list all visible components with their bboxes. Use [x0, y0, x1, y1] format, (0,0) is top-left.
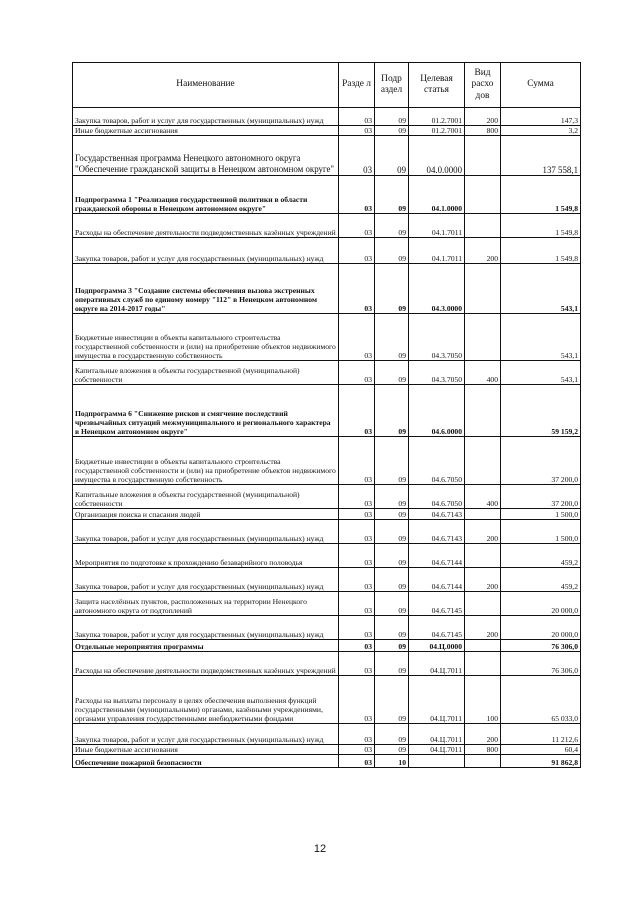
- cell-statya: 04.3.7050: [409, 361, 465, 385]
- cell-name: Бюджетные инвестиции в объекты капитального строительства государственной собственности и (или) на приобретение объектов недвижимого имущества в государственную собственность: [73, 437, 339, 485]
- cell-razdel: 03: [339, 136, 375, 176]
- cell-vid: 100: [465, 676, 501, 724]
- page-number: 12: [313, 843, 327, 855]
- cell-vid: [465, 592, 501, 616]
- cell-razdel: 03: [339, 592, 375, 616]
- cell-summa: 137 558,1: [501, 136, 581, 176]
- cell-vid: 200: [465, 238, 501, 264]
- cell-podrazdel: 09: [375, 238, 409, 264]
- table-row: [73, 544, 581, 568]
- cell-razdel: 03: [339, 616, 375, 640]
- table-row: [73, 652, 581, 676]
- cell-name: Иные бюджетные ассигнования: [73, 126, 339, 136]
- cell-summa: 543,1: [501, 314, 581, 361]
- cell-statya: 04.1.7011: [409, 238, 465, 264]
- cell-summa: 91 862,8: [501, 755, 581, 768]
- cell-podrazdel: 09: [375, 385, 409, 437]
- cell-name: Обеспечение пожарной безопасности: [73, 755, 339, 768]
- cell-summa: 1 500,0: [501, 509, 581, 520]
- cell-podrazdel: 09: [375, 652, 409, 676]
- cell-vid: 200: [465, 520, 501, 544]
- table-row: [73, 520, 581, 544]
- cell-razdel: 03: [339, 108, 375, 126]
- header-vid: Вид расхо дов: [465, 63, 501, 108]
- cell-name: Капитальные вложения в объекты государственной (муниципальной) собственности: [73, 485, 339, 509]
- cell-podrazdel: 09: [375, 520, 409, 544]
- cell-podrazdel: 09: [375, 485, 409, 509]
- cell-podrazdel: 09: [375, 640, 409, 652]
- cell-podrazdel: 09: [375, 437, 409, 485]
- cell-statya: 04.6.7143: [409, 509, 465, 520]
- cell-summa: 1 549,8: [501, 176, 581, 214]
- cell-name: Закупка товаров, работ и услуг для государственных (муниципальных) нужд: [73, 568, 339, 592]
- cell-vid: [465, 264, 501, 314]
- cell-summa: 37 200,0: [501, 437, 581, 485]
- cell-razdel: 03: [339, 544, 375, 568]
- cell-summa: 1 500,0: [501, 520, 581, 544]
- cell-summa: 59 159,2: [501, 385, 581, 437]
- cell-summa: 20 000,0: [501, 616, 581, 640]
- cell-summa: 3,2: [501, 126, 581, 136]
- cell-vid: 200: [465, 568, 501, 592]
- table-row: [73, 136, 581, 176]
- cell-vid: [465, 214, 501, 238]
- cell-razdel: 03: [339, 745, 375, 755]
- cell-summa: 20 000,0: [501, 592, 581, 616]
- cell-razdel: 03: [339, 509, 375, 520]
- cell-podrazdel: 09: [375, 176, 409, 214]
- table-row: [73, 592, 581, 616]
- cell-vid: 800: [465, 126, 501, 136]
- cell-statya: 04.Ц.7011: [409, 724, 465, 745]
- cell-name: Расходы на обеспечение деятельности подведомственных казённых учреждений: [73, 214, 339, 238]
- cell-name: Расходы на выплаты персоналу в целях обеспечения выполнения функций государственными (муниципальными) органами, казёнными учреждениями, органами управления государственными внебюджетными фондами: [73, 676, 339, 724]
- table-row: [73, 126, 581, 136]
- cell-statya: 04.6.7143: [409, 520, 465, 544]
- table-body: [73, 108, 581, 768]
- table-row: [73, 755, 581, 768]
- cell-razdel: 03: [339, 676, 375, 724]
- cell-summa: 37 200,0: [501, 485, 581, 509]
- cell-statya: 04.6.7145: [409, 592, 465, 616]
- cell-name: Подпрограмма 1 "Реализация государственной политики в области гражданской обороны в Ненецком автономном округе": [73, 176, 339, 214]
- header-razdel: Разде л: [339, 63, 375, 108]
- cell-podrazdel: 09: [375, 592, 409, 616]
- budget-table: [72, 62, 581, 768]
- cell-vid: 800: [465, 745, 501, 755]
- cell-vid: 200: [465, 724, 501, 745]
- cell-name: Закупка товаров, работ и услуг для государственных (муниципальных) нужд: [73, 616, 339, 640]
- cell-podrazdel: 09: [375, 544, 409, 568]
- cell-statya: 04.1.0000: [409, 176, 465, 214]
- cell-summa: 459,2: [501, 544, 581, 568]
- cell-vid: [465, 437, 501, 485]
- cell-podrazdel: 09: [375, 264, 409, 314]
- table-row: [73, 314, 581, 361]
- cell-razdel: 03: [339, 520, 375, 544]
- cell-summa: 147,3: [501, 108, 581, 126]
- cell-name: Расходы на обеспечение деятельности подведомственных казённых учреждений: [73, 652, 339, 676]
- cell-razdel: 03: [339, 485, 375, 509]
- cell-name: Закупка товаров, работ и услуг для государственных (муниципальных) нужд: [73, 108, 339, 126]
- cell-statya: 01.2.7001: [409, 126, 465, 136]
- cell-statya: 04.3.0000: [409, 264, 465, 314]
- cell-statya: 04.1.7011: [409, 214, 465, 238]
- cell-summa: 543,1: [501, 361, 581, 385]
- cell-statya: 04.6.7144: [409, 568, 465, 592]
- cell-name: Защита населённых пунктов, расположенных на территории Ненецкого автономного округа от подтоплений: [73, 592, 339, 616]
- cell-podrazdel: 09: [375, 616, 409, 640]
- cell-summa: 11 212,6: [501, 724, 581, 745]
- header-podrazdel: Подр аздел: [375, 63, 409, 108]
- cell-razdel: 03: [339, 724, 375, 745]
- cell-vid: [465, 385, 501, 437]
- cell-podrazdel: 09: [375, 724, 409, 745]
- cell-razdel: 03: [339, 640, 375, 652]
- cell-podrazdel: 09: [375, 136, 409, 176]
- table-row: [73, 176, 581, 214]
- cell-statya: 01.2.7001: [409, 108, 465, 126]
- table-row: [73, 361, 581, 385]
- table-row: [73, 485, 581, 509]
- header-name: Наименование: [73, 63, 339, 108]
- cell-vid: 400: [465, 361, 501, 385]
- header-statya: Целевая статья: [409, 63, 465, 108]
- cell-razdel: 03: [339, 238, 375, 264]
- table-row: [73, 745, 581, 755]
- cell-vid: [465, 136, 501, 176]
- cell-name: Государственная программа Ненецкого автономного округа "Обеспечение гражданской защиты в Ненецком автономном округе": [73, 136, 339, 176]
- cell-podrazdel: 10: [375, 755, 409, 768]
- cell-name: Организация поиска и спасания людей: [73, 509, 339, 520]
- cell-summa: 65 033,0: [501, 676, 581, 724]
- table-row: [73, 214, 581, 238]
- cell-podrazdel: 09: [375, 108, 409, 126]
- cell-summa: 459,2: [501, 568, 581, 592]
- cell-statya: 04.Ц.7011: [409, 745, 465, 755]
- cell-summa: 543,1: [501, 264, 581, 314]
- cell-name: Иные бюджетные ассигнования: [73, 745, 339, 755]
- cell-razdel: 03: [339, 314, 375, 361]
- table-row: [73, 724, 581, 745]
- cell-name: Бюджетные инвестиции в объекты капитального строительства государственной собственности и (или) на приобретение объектов недвижимого имущества в государственную собственность: [73, 314, 339, 361]
- table-row: [73, 676, 581, 724]
- table-row: [73, 385, 581, 437]
- cell-podrazdel: 09: [375, 745, 409, 755]
- cell-vid: 400: [465, 485, 501, 509]
- table-row: [73, 108, 581, 126]
- cell-statya: 04.6.7050: [409, 437, 465, 485]
- cell-name: Мероприятия по подготовке к прохождению безаварийного половодья: [73, 544, 339, 568]
- cell-statya: 04.3.7050: [409, 314, 465, 361]
- cell-statya: 04.Ц.7011: [409, 652, 465, 676]
- table-row: [73, 509, 581, 520]
- cell-statya: 04.6.0000: [409, 385, 465, 437]
- cell-summa: 1 549,8: [501, 238, 581, 264]
- cell-statya: 04.Ц.7011: [409, 676, 465, 724]
- cell-summa: 76 306,0: [501, 652, 581, 676]
- table-header: [73, 63, 581, 108]
- table-row: [73, 238, 581, 264]
- cell-statya: 04.0.0000: [409, 136, 465, 176]
- cell-name: Закупка товаров, работ и услуг для государственных (муниципальных) нужд: [73, 238, 339, 264]
- cell-vid: [465, 176, 501, 214]
- cell-summa: 1 549,8: [501, 214, 581, 238]
- cell-statya: 04.Ц.0000: [409, 640, 465, 652]
- cell-summa: 60,4: [501, 745, 581, 755]
- cell-vid: [465, 652, 501, 676]
- table-row: [73, 640, 581, 652]
- cell-razdel: 03: [339, 214, 375, 238]
- cell-podrazdel: 09: [375, 361, 409, 385]
- cell-vid: 200: [465, 616, 501, 640]
- cell-name: Капитальные вложения в объекты государственной (муниципальной) собственности: [73, 361, 339, 385]
- cell-razdel: 03: [339, 385, 375, 437]
- cell-podrazdel: 09: [375, 126, 409, 136]
- cell-statya: [409, 755, 465, 768]
- cell-statya: 04.6.7144: [409, 544, 465, 568]
- cell-razdel: 03: [339, 126, 375, 136]
- cell-podrazdel: 09: [375, 676, 409, 724]
- cell-vid: [465, 509, 501, 520]
- cell-vid: [465, 314, 501, 361]
- table-row: [73, 437, 581, 485]
- cell-summa: 76 306,0: [501, 640, 581, 652]
- cell-name: Закупка товаров, работ и услуг для государственных (муниципальных) нужд: [73, 520, 339, 544]
- cell-name: Отдельные мероприятия программы: [73, 640, 339, 652]
- table-row: [73, 568, 581, 592]
- table-row: [73, 616, 581, 640]
- cell-podrazdel: 09: [375, 509, 409, 520]
- cell-name: Подпрограмма 3 "Создание системы обеспечения вызова экстренных оперативных служб по единому номеру "112" в Ненецком автономном округе на 2014-2017 годы": [73, 264, 339, 314]
- cell-vid: [465, 640, 501, 652]
- cell-razdel: 03: [339, 437, 375, 485]
- cell-podrazdel: 09: [375, 214, 409, 238]
- cell-razdel: 03: [339, 361, 375, 385]
- cell-razdel: 03: [339, 176, 375, 214]
- cell-razdel: 03: [339, 652, 375, 676]
- table-row: [73, 264, 581, 314]
- cell-vid: [465, 755, 501, 768]
- cell-vid: 200: [465, 108, 501, 126]
- cell-razdel: 03: [339, 568, 375, 592]
- cell-statya: 04.6.7145: [409, 616, 465, 640]
- cell-name: Закупка товаров, работ и услуг для государственных (муниципальных) нужд: [73, 724, 339, 745]
- header-summa: Сумма: [501, 63, 581, 108]
- cell-razdel: 03: [339, 264, 375, 314]
- cell-razdel: 03: [339, 755, 375, 768]
- cell-statya: 04.6.7050: [409, 485, 465, 509]
- cell-name: Подпрограмма 6 "Снижение рисков и смягчение последствий чрезвычайных ситуаций межмуниципального и регионального характера в Ненецком автономном округе": [73, 385, 339, 437]
- cell-vid: [465, 544, 501, 568]
- cell-podrazdel: 09: [375, 314, 409, 361]
- cell-podrazdel: 09: [375, 568, 409, 592]
